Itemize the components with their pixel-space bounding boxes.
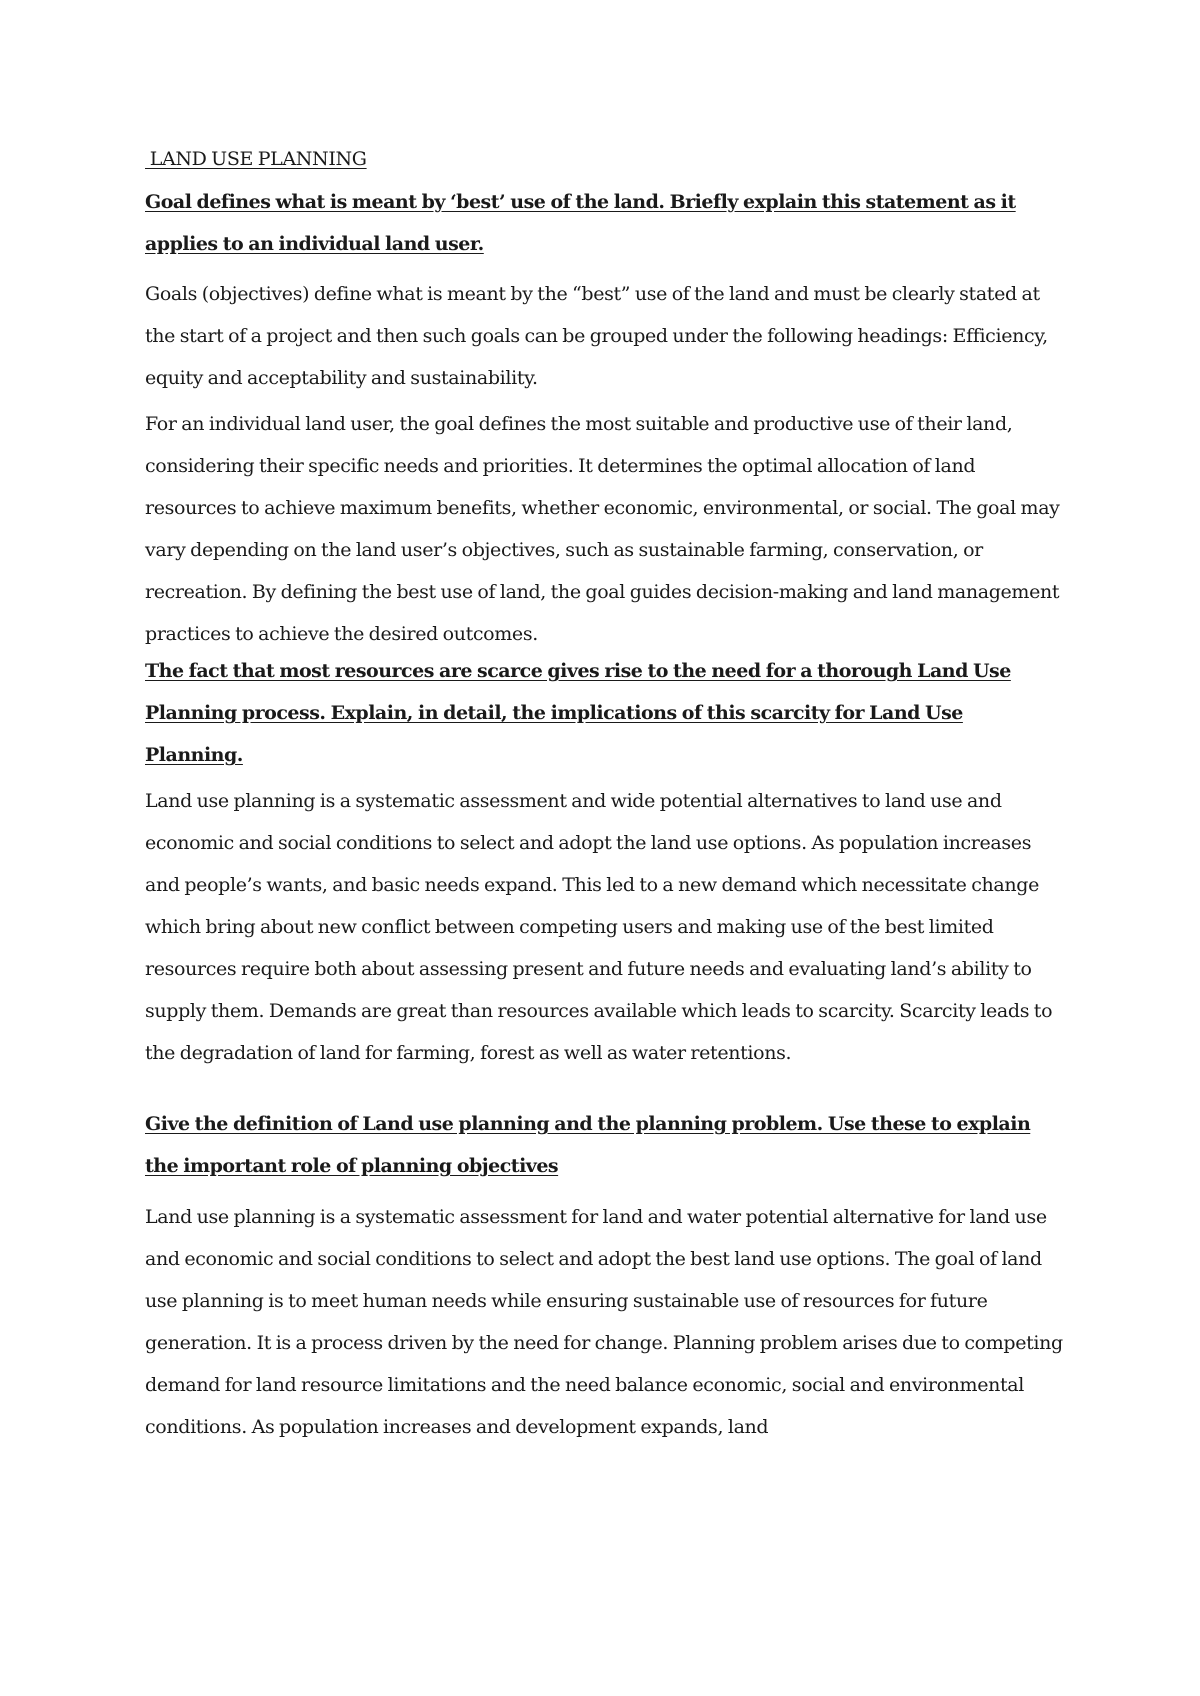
section-3-heading: Give the definition of Land use planning and the planning problem. Use these to explain the important role of planning objectives: [145, 1113, 1031, 1177]
section-1-paragraph-2: For an individual land user, the goal defines the most suitable and productive use of their land, considering their specific needs and priorities. It determines the optimal allocation of land resources to achieve maximum benefits, whether economic, environmental, or social. The goal may vary depending on the land user’s objectives, such as sustainable farming, conservation, or recreation. By defining the best use of land, the goal guides decision-making and land management practices to achieve the desired outcomes.: [145, 413, 1060, 645]
section-1-paragraph-1: Goals (objectives) define what is meant by the “best” use of the land and must be clearly stated at the start of a project and then such goals can be grouped under the following headings: Efficiency, equity and acceptability and sustainability.: [145, 283, 1048, 389]
section-2-paragraph-1: Land use planning is a systematic assessment and wide potential alternatives to land use and economic and social conditions to select and adopt the land use options. As population increases and people’s wants, and basic needs expand. This led to a new demand which necessitate change which bring about new conflict between competing users and making use of the best limited resources require both about assessing present and future needs and evaluating land’s ability to supply them. Demands are great than resources available which leads to scarcity. Scarcity leads to the degradation of land for farming, forest as well as water retentions.: [145, 790, 1053, 1064]
section-1-heading: Goal defines what is meant by ‘best’ use of the land. Briefly explain this statement as it applies to an individual land user.: [145, 191, 1016, 255]
section-3-paragraph-1: Land use planning is a systematic assessment for land and water potential alternative for land use and economic and social conditions to select and adopt the best land use options. The goal of land use planning is to meet human needs while ensuring sustainable use of resources for future generation. It is a process driven by the need for change. Planning problem arises due to competing demand for land resource limitations and the need balance economic, social and environmental conditions. As population increases and development expands, land: [145, 1206, 1063, 1438]
document-title: LAND USE PLANNING: [145, 148, 367, 170]
section-2-heading: The fact that most resources are scarce gives rise to the need for a thorough Land Use Planning process. Explain, in detail, the implications of this scarcity for Land Use Planning.: [145, 660, 1011, 766]
